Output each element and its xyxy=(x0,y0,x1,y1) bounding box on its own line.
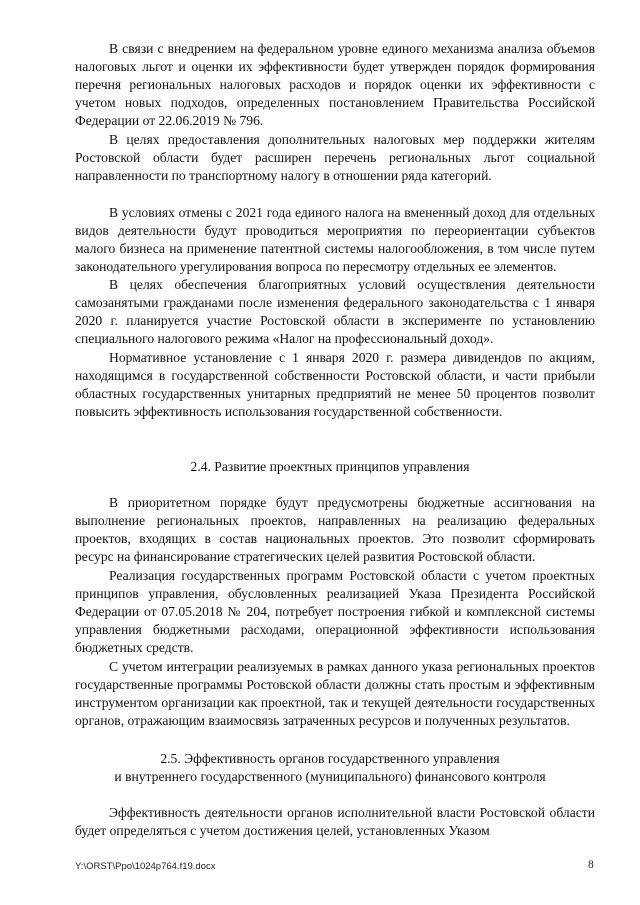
paragraph-byudzhetnye-assignovaniya: В приоритетном порядке будут предусмотрены бюджетные ассигнования на выполнение региональных проектов, направленных на реализацию федеральных проектов, входящих в состав национальных проектов. Это позволит сформировать ресурс на финансирование стратегических целей развития Ростовской области. xyxy=(75,495,595,565)
footer-file-path: Y:\ORST\Ppo\1024p764.f19.docx xyxy=(75,861,216,872)
paragraph-samozanyatye: В целях обеспечения благоприятных условий осуществления деятельности самозанятыми гражданами после изменения федерального законодательства с 1 января 2020 г. планируется участие Ростовской области в эксперименте по установлению специального налогового режима «Налог на профессиональный доход». xyxy=(75,277,595,347)
paragraph-envd: В условиях отмены с 2021 года единого налога на вмененный доход для отдельных видов деятельности будут проводиться мероприятия по переориентации субъектов малого бизнеса на применение патентной системы налогообложения, в том числе путем законодательного урегулирования вопроса по пересмотру отдельных ее элементов. xyxy=(75,205,595,275)
page-number: 8 xyxy=(588,859,594,871)
paragraph-gosprogrammy: Реализация государственных программ Ростовской области с учетом проектных принципов управления, обусловленных реализацией Указа Президента Российской Федерации от 07.05.2018 № 204, потребует построения гибкой и комплексной системы управления бюджетными расходами, операционной эффективности использования бюджетных средств. xyxy=(75,568,595,656)
section-heading-2-5-line1: 2.5. Эффективность органов государственного управления xyxy=(160,751,500,766)
paragraph-transportnyi-nalog: В целях предоставления дополнительных налоговых мер поддержки жителям Ростовской области будет расширен перечень региональных льгот социальной направленности по транспортному налогу в отношении ряда категорий. xyxy=(75,132,595,184)
paragraph-integraciya: С учетом интеграции реализуемых в рамках данного указа региональных проектов государственные программы Ростовской области должны стать простым и эффективным инструментом организации как проектной, так и текущей деятельности государственных органов, отражающим взаимосвязь затраченных ресурсов и полученных результатов. xyxy=(75,659,595,729)
paragraph-dividendy: Нормативное установление с 1 января 2020 г. размера дивидендов по акциям, находящимся в государственной собственности Ростовской области, и части прибыли областных государственных унитарных предприятий не менее 50 процентов позволит повысить эффективность использования государственной собственности. xyxy=(75,350,595,420)
paragraph-nalogovye-lgoty: В связи с внедрением на федеральном уровне единого механизма анализа объемов налоговых льгот и оценки их эффективности будет утвержден порядок формирования перечня региональных налоговых расходов и порядок оценки их эффективности с учетом новых подходов, определенных постановлением Правительства Российской Федерации от 22.06.2019 № 796. xyxy=(75,41,595,129)
paragraph-effektivnost: Эффективность деятельности органов исполнительной власти Ростовской области будет определяться с учетом достижения целей, установленных Указом xyxy=(75,805,595,839)
section-heading-2-5-line2: и внутреннего государственного (муниципального) финансового контроля xyxy=(114,769,546,784)
section-heading-2-4: 2.4. Развитие проектных принципов управления xyxy=(190,459,470,474)
